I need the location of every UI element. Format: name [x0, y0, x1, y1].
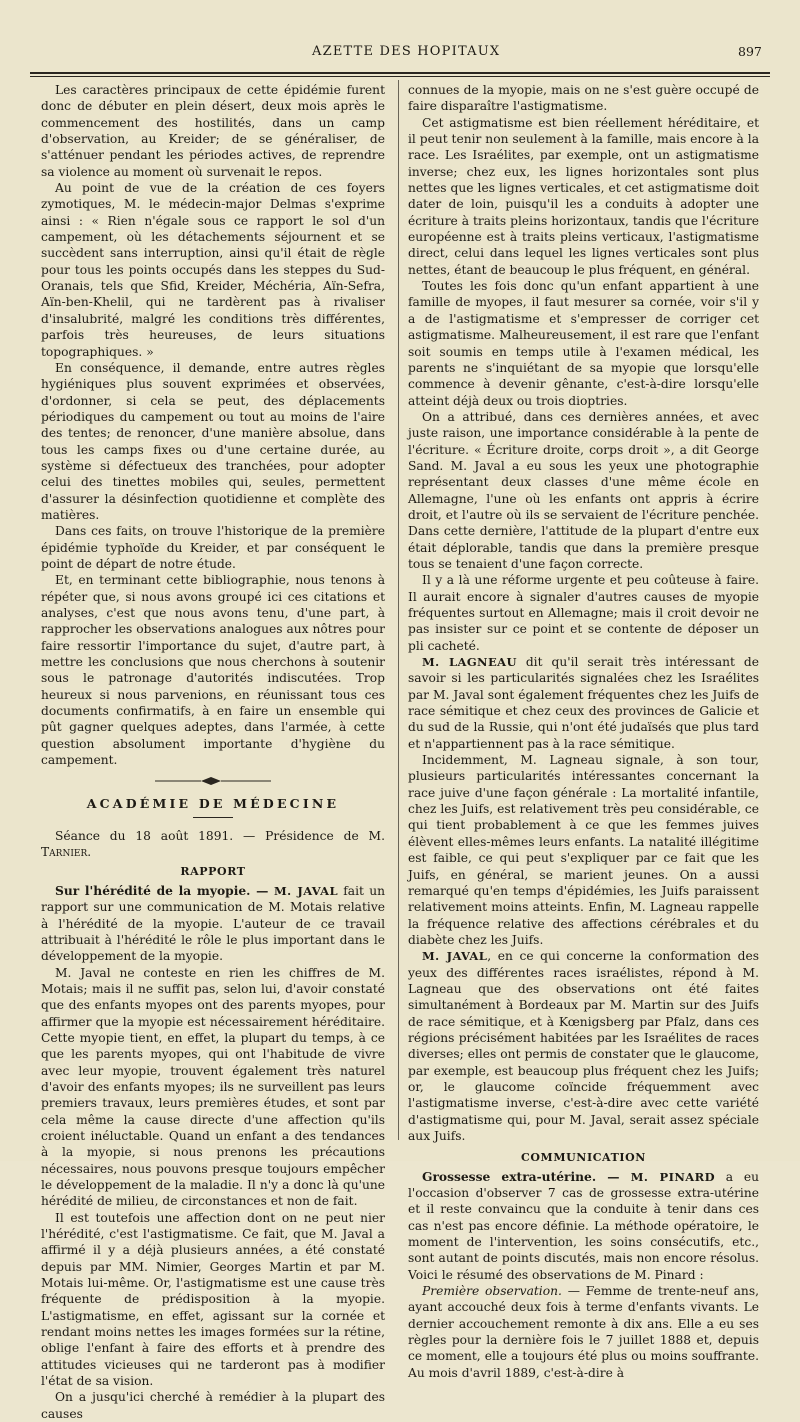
- header-rule-thin: [30, 76, 770, 77]
- session-text: Séance du 18 août 1891. — Présidence de M.: [55, 828, 385, 843]
- lagneau-paragraph: [408, 654, 759, 752]
- page-number: 897: [738, 44, 762, 59]
- communication-text: a eu l'occasion d'observer 7 cas de grossesse extra-utérine et il reste convaincu que la conduite à tenir dans ces cas n'est pas encore définie. La méthode opératoire, le moment de l'intervention, les soins consécutifs, etc., sont autant de points discutés, mais non encore résolus. Voici le résumé des observations de M. Pinard :: [408, 1169, 760, 1282]
- lagneau-text: dit qu'il serait très intéressant de savoir si les particularités signalées chez les Israélites par M. Javal sont également fréquentes chez les Juifs de race sémitique et chez ceux des provinces de Galicie et du sud de la Russie, qui n'ont été judaïsés que plus tard et n'appartiennent pas à la race sémitique.: [408, 655, 759, 751]
- paragraph: Et, en terminant cette bibliographie, nous tenons à répéter que, si nous avons groupé ici ces citations et analyses, c'est que nous avons tenu, d'une part, à rapprocher les observations analogues aux nôtres pour faire ressortir l'importance du sujet, d'autre part, à mettre les conclusions que nous cherchons à soutenir sous le patronage d'autorités indiscutées. Trop heureux si nous parvenions, en réunissant tous ces documents confirmatifs, à en faire un ensemble qui pût gagner quelques adeptes, dans l'armée, à cette question absolument importante d'hygiène du campement.: [41, 573, 385, 768]
- observation-label: Première observation.: [422, 1284, 562, 1299]
- rapport-paragraph: [41, 883, 385, 965]
- paragraph: M. Javal ne conteste en rien les chiffres de M. Motais; mais il ne suffit pas, selon lui, d'avoir constaté que des enfants myopes ont des parents myopes, pour affirmer que la myopie est nécessairement héréditaire. Cette myopie tient, en effet, la plupart du temps, à ce que les parents myopes, qui ont l'habitude de vivre avec leur myopie, trouvent également très naturel d'avoir des enfants myopes; ils ne surveillent pas leurs premiers travaux, leurs premières études, et sont par cela même la cause directe d'une affection qu'ils croient inéluctable. Quand un enfant a des tendances à la myopie, si nous prenons les précautions nécessaires, nous pouvons presque toujours empêcher le développement de la maladie. Il n'y a donc là qu'une hérédité de milieu, de circonstances et non de fait.: [41, 965, 385, 1209]
- rapport-lead: fait un rapport sur une communication de M. Motais relative à l'hérédité de la myopie. L'auteur de ce travail attribuait à l'hérédité le rôle le plus important dans le développement de la myopie.: [41, 883, 386, 964]
- rapport-title: Sur l'hérédité de la myopie. —: [55, 882, 275, 898]
- javal-paragraph: [408, 948, 759, 1144]
- communication-paragraph: [408, 1169, 759, 1283]
- section-title-academy: ACADÉMIE DE MÉDECINE: [86, 796, 340, 812]
- title-rule: [193, 817, 233, 818]
- paragraph: Cet astigmatisme est bien réellement héréditaire, et il peut tenir non seulement à la famille, mais encore à la race. Les Israélites, par exemple, ont un astigmatisme inverse; chez eux, les lignes horizontales sont plus nettes que les lignes verticales, et cet astigmatisme doit dater de loin, puisqu'il les a conduits à adopter une écriture à traits pleins horizontaux, tandis que l'écriture européenne est à traits pleins verticaux, l'astigmatisme direct, celui dans lequel les lignes verticales sont plus nettes, étant de beaucoup le plus fréquent, en général.: [408, 115, 759, 277]
- ornament-divider: [41, 775, 385, 789]
- running-head: [0, 44, 800, 64]
- communication-title: Grossesse extra-utérine. —: [422, 1168, 631, 1184]
- session-line: [41, 828, 385, 861]
- paragraph: On a jusqu'ici cherché à remédier à la plupart des causes: [41, 1390, 385, 1421]
- paragraph: Au point de vue de la création de ces foyers zymotiques, M. le médecin-major Delmas s'exprime ainsi : « Rien n'égale sous ce rapport le sol d'un campement, où les détachements séjournent et se succèdent sans interruption, ainsi qu'il était de règle pour tous les points occupés dans les steppes du Sud-Oranais, tels que Sfid, Kreider, Méchéria, Aïn-Sefra, Aïn-ben-Khelil, qui ne tardèrent pas à rivaliser d'insalubrité, malgré les conditions très différentes, parfois très heureuses, de leurs situations topographiques. »: [41, 181, 385, 359]
- paragraph: Toutes les fois donc qu'un enfant appartient à une famille de myopes, il faut mesurer sa cornée, voir s'il y a de l'astigmatisme et s'empresser de corriger cet astigmatisme. Malheureusement, il est rare que l'enfant soit soumis en temps utile à l'examen médical, les parents ne s'inquiétant de sa myopie que lorsqu'elle commence à devenir gênante, c'est-à-dire lorsqu'elle atteint déjà deux ou trois dioptries.: [408, 279, 759, 408]
- paragraph: Il est toutefois une affection dont on ne peut nier l'hérédité, c'est l'astigmatisme. Ce fait, que M. Javal a affirmé il y a déjà plusieurs années, a été constaté depuis par MM. Nimier, Georges Martin et par M. Motais lui-même. Or, l'astigmatisme est une cause très fréquente de prédisposition à la myopie. L'astigmatisme, en effet, agissant sur la cornée et rendant moins nettes les images formées sur la rétine, oblige l'enfant à faire des efforts et à prendre des attitudes vicieuses qui ne tarderont pas à modifier l'état de sa vision.: [41, 1210, 385, 1389]
- communication-heading: COMMUNICATION: [521, 1151, 646, 1165]
- javal-text: , en ce qui concerne la conformation des yeux des différentes races israélistes, répond à M. Lagneau que des observations ont été faites simultanément à Bordeaux par M. Martin sur des Juifs de race sémitique, et à Kœnigsberg par Pfalz, dans ces régions précisément habitées par les Israélites de races diverses; elles ont permis de constater que le glaucome, par exemple, est beaucoup plus fréquent chez les Juifs; or, le glaucome coïncide fréquemment avec l'astigmatisme inverse, c'est-à-dire avec cette variété d'astigmatisme qui, pour M. Javal, serait assez spéciale aux Juifs.: [408, 949, 759, 1143]
- paragraph: Incidemment, M. Lagneau signale, à son tour, plusieurs particularités intéressantes concernant la race juive d'une façon générale : La mortalité infantile, chez les Juifs, est relativement très peu considérable, ce qui tient probablement à ce que les femmes juives élèvent elles-mêmes leurs enfants. La natalité illégitime est faible, ce qui peut s'expliquer par ce fait que les Juifs, en général, se marient jeunes. On a aussi remarqué qu'en temps d'épidémies, les Juifs paraissent relativement moins atteints. Enfin, M. Lagneau rappelle la fréquence relative des affections cérébrales et du diabète chez les Juifs.: [408, 753, 759, 947]
- header-rule-thick: [30, 72, 770, 74]
- paragraph: En conséquence, il demande, entre autres règles hygiéniques plus souvent exprimées et observées, d'ordonner, si cela se peut, des déplacements périodiques du campement ou tout au moins de l'aire des tentes; de renoncer, d'une manière absolue, dans tous les camps fixes ou d'une certaine durée, au système si défectueux des tranchées, pour adopter celui des tinettes mobiles qui, seules, permettent d'assurer la désinfection quotidienne et complète des matières.: [41, 360, 385, 522]
- communication-author: M. PINARD: [630, 1169, 715, 1184]
- paragraph: Dans ces faits, on trouve l'historique de la première épidémie typhoïde du Kreider, et par conséquent le point de départ de notre étude.: [41, 524, 385, 571]
- column-divider: [398, 80, 399, 1140]
- speaker-name: M. JAVAL: [422, 949, 488, 964]
- journal-title: AZETTE DES HOPITAUX: [312, 44, 501, 59]
- paragraph: On a attribué, dans ces dernières années, et avec juste raison, une importance considérable à la pente de l'écriture. « Écriture droite, corps droit », a dit George Sand. M. Javal a eu sous les yeux une photographie représentant deux classes d'une même école en Allemagne, l'une où les enfants ont appris à écrire droit, et l'autre où ils se servaient de l'écriture penchée. Dans cette dernière, l'attitude de la plupart d'entre eux était déplorable, tandis que dans la première presque tous se tenaient d'une façon correcte.: [408, 409, 759, 571]
- speaker-name: M. LAGNEAU: [422, 655, 517, 670]
- paragraph: Il y a là une réforme urgente et peu coûteuse à faire. Il aurait encore à signaler d'autres causes de myopie fréquentes surtout en Allemagne; mais il croit devoir ne pas insister sur ce point et se contente de déposer un pli cacheté.: [408, 573, 759, 653]
- right-column: [408, 82, 759, 1381]
- observation-text: — Femme de trente-neuf ans, ayant accouché deux fois à terme d'enfants vivants. Le dernier accouchement remonte à dix ans. Elle a eu ses règles pour la dernière fois le 7 juillet 1888 et, depuis ce moment, elle a toujours été plus ou moins souffrante. Au mois d'avril 1889, c'est-à-dire à: [408, 1284, 759, 1380]
- rapport-heading: RAPPORT: [180, 865, 246, 879]
- observation-paragraph: [408, 1283, 759, 1381]
- rapport-author: M. JAVAL: [274, 883, 338, 898]
- paragraph: connues de la myopie, mais on ne s'est guère occupé de faire disparaître l'astigmatisme.: [408, 83, 759, 114]
- paragraph: Les caractères principaux de cette épidémie furent donc de débuter en plein désert, deux mois après le commencement des hostilités, dans un camp d'observation, au Kreider; de se généraliser, de s'atténuer pendant les périodes actives, de reprendre sa violence au moment où survenait le repos.: [41, 83, 385, 179]
- left-column: [41, 82, 385, 1422]
- president-name: Tarnier.: [41, 845, 92, 860]
